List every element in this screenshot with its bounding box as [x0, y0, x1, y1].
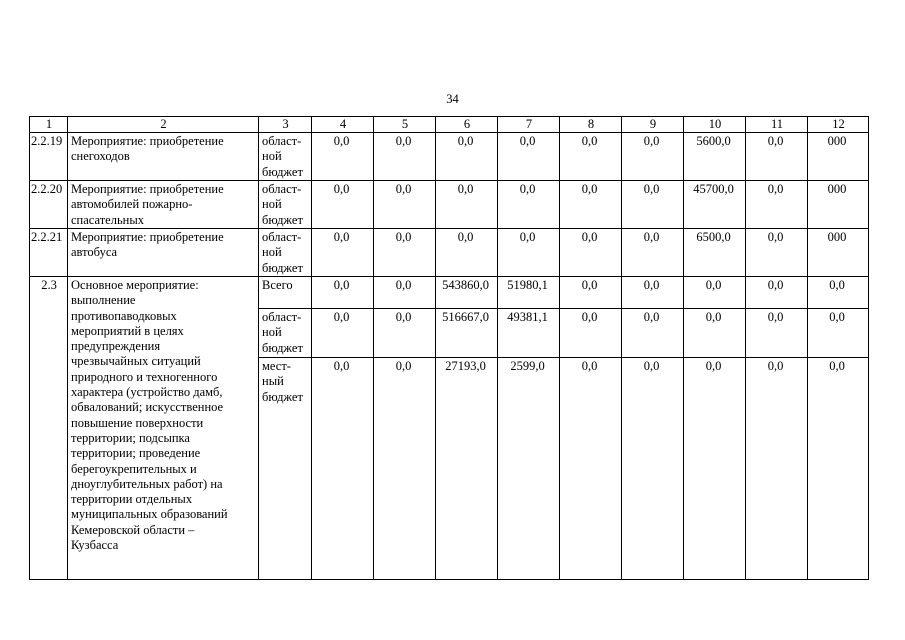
table-row — [30, 229, 869, 277]
row-name: Мероприятие: приобретение снегоходов — [68, 133, 259, 181]
value-cell: 0,0 — [374, 309, 436, 358]
value-cell: 0,0 — [808, 277, 869, 309]
value-cell: 0,0 — [622, 277, 684, 309]
table-row — [30, 133, 869, 181]
row-source: област- ной бюджет — [259, 309, 312, 358]
value-cell: 0,0 — [374, 229, 436, 277]
value-cell: 0,0 — [746, 277, 808, 309]
value-cell: 000 — [808, 181, 869, 229]
value-cell: 0,0 — [808, 309, 869, 358]
value-cell: 0,0 — [436, 229, 498, 277]
value-cell: 0,0 — [374, 133, 436, 181]
header-cell: 4 — [312, 117, 374, 133]
value-cell: 000 — [808, 229, 869, 277]
row-source: Всего — [259, 277, 312, 309]
header-cell: 2 — [68, 117, 259, 133]
value-cell: 27193,0 — [436, 358, 498, 580]
header-cell: 7 — [498, 117, 560, 133]
header-cell: 6 — [436, 117, 498, 133]
value-cell: 0,0 — [312, 277, 374, 309]
value-cell: 2599,0 — [498, 358, 560, 580]
row-source: област- ной бюджет — [259, 133, 312, 181]
value-cell: 0,0 — [560, 181, 622, 229]
value-cell: 0,0 — [560, 277, 622, 309]
value-cell: 543860,0 — [436, 277, 498, 309]
page-number: 34 — [446, 92, 459, 106]
value-cell: 6500,0 — [684, 229, 746, 277]
header-cell: 9 — [622, 117, 684, 133]
value-cell: 0,0 — [312, 181, 374, 229]
header-cell: 11 — [746, 117, 808, 133]
value-cell: 0,0 — [746, 133, 808, 181]
value-cell: 0,0 — [746, 309, 808, 358]
row-source: мест- ный бюджет — [259, 358, 312, 580]
value-cell: 0,0 — [622, 309, 684, 358]
value-cell: 0,0 — [374, 358, 436, 580]
value-cell: 0,0 — [560, 229, 622, 277]
row-name: Основное мероприятие: выполнение противопаводковых мероприятий в целях предупреждения чрезвычайных ситуаций природного и техногенного характера (устройство дамб, обвалований; искусственное повышение поверхности территории; подсыпка территории; проведение берегоукрепительных и дноуглубительных работ) на территории отдельных муниципальных образований Кемеровской области – Кузбасса — [68, 277, 259, 580]
header-row — [30, 117, 869, 133]
value-cell: 0,0 — [312, 309, 374, 358]
budget-table — [29, 116, 869, 580]
value-cell: 0,0 — [498, 181, 560, 229]
row-source: област- ной бюджет — [259, 229, 312, 277]
header-cell: 5 — [374, 117, 436, 133]
header-cell: 12 — [808, 117, 869, 133]
value-cell: 0,0 — [436, 133, 498, 181]
header-cell: 10 — [684, 117, 746, 133]
row-name: Мероприятие: приобретение автобуса — [68, 229, 259, 277]
row-number: 2.3 — [30, 277, 68, 580]
value-cell: 0,0 — [312, 133, 374, 181]
value-cell: 5600,0 — [684, 133, 746, 181]
value-cell: 0,0 — [622, 229, 684, 277]
row-source: област- ной бюджет — [259, 181, 312, 229]
value-cell: 0,0 — [746, 229, 808, 277]
value-cell: 49381,1 — [498, 309, 560, 358]
row-number: 2.2.21 — [30, 229, 68, 277]
value-cell: 0,0 — [560, 309, 622, 358]
value-cell: 0,0 — [746, 358, 808, 580]
value-cell: 0,0 — [622, 358, 684, 580]
value-cell: 0,0 — [684, 309, 746, 358]
value-cell: 0,0 — [684, 277, 746, 309]
table-row — [30, 277, 869, 309]
value-cell: 0,0 — [312, 358, 374, 580]
value-cell: 0,0 — [374, 181, 436, 229]
value-cell: 0,0 — [560, 358, 622, 580]
row-number: 2.2.20 — [30, 181, 68, 229]
value-cell: 0,0 — [746, 181, 808, 229]
value-cell: 0,0 — [808, 358, 869, 580]
value-cell: 0,0 — [436, 181, 498, 229]
header-cell: 8 — [560, 117, 622, 133]
value-cell: 0,0 — [684, 358, 746, 580]
value-cell: 516667,0 — [436, 309, 498, 358]
row-number: 2.2.19 — [30, 133, 68, 181]
value-cell: 0,0 — [498, 229, 560, 277]
value-cell: 0,0 — [622, 133, 684, 181]
value-cell: 0,0 — [312, 229, 374, 277]
value-cell: 0,0 — [622, 181, 684, 229]
header-cell: 3 — [259, 117, 312, 133]
value-cell: 000 — [808, 133, 869, 181]
row-name: Мероприятие: приобретение автомобилей пожарно- спасательных — [68, 181, 259, 229]
value-cell: 45700,0 — [684, 181, 746, 229]
header-cell: 1 — [30, 117, 68, 133]
value-cell: 0,0 — [560, 133, 622, 181]
value-cell: 0,0 — [498, 133, 560, 181]
value-cell: 51980,1 — [498, 277, 560, 309]
table-row — [30, 181, 869, 229]
value-cell: 0,0 — [374, 277, 436, 309]
